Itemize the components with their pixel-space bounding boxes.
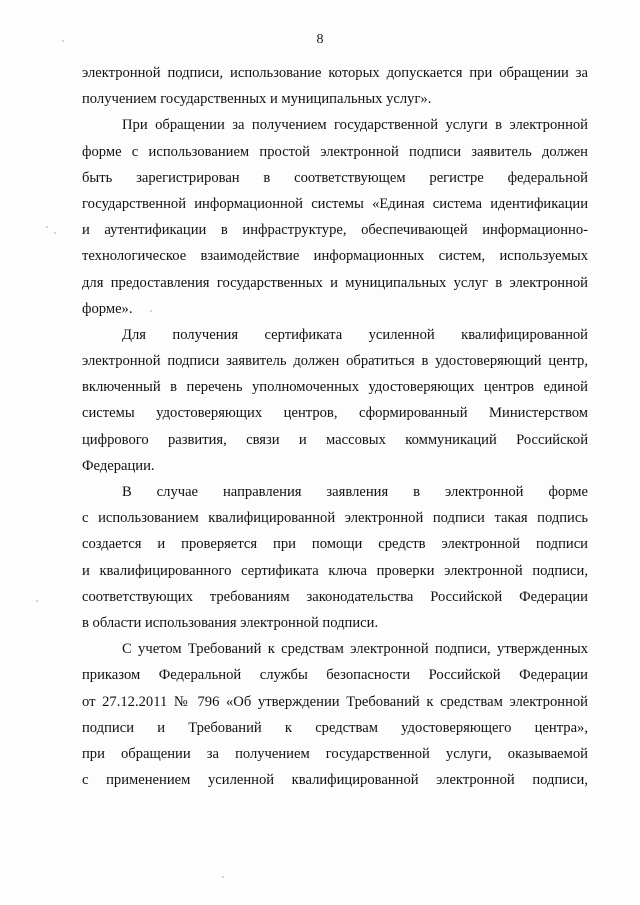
text-line: приказом Федеральной службы безопасности Российской Федерации [82, 667, 588, 684]
text-line: форме с использованием простой электронной подписи заявитель должен [82, 143, 588, 160]
text-line: цифрового развития, связи и массовых коммуникаций Российской [82, 431, 588, 448]
scan-speck [46, 226, 48, 228]
scan-speck [62, 40, 64, 42]
text-line: технологическое взаимодействие информационных систем, используемых [82, 248, 588, 265]
scan-speck [36, 600, 38, 602]
text-line: с применением усиленной квалифицированной электронной подписи, [82, 772, 588, 789]
text-line: для предоставления государственных и муниципальных услуг в электронной [82, 274, 588, 291]
text-line: Федерации. [82, 457, 155, 474]
text-line: электронной подписи, использование которых допускается при обращении за [82, 65, 588, 81]
text-line: быть зарегистрирован в соответствующем регистре федеральной [82, 169, 588, 186]
text-line: получением государственных и муниципальных услуг». [82, 91, 432, 108]
text-line: форме». [82, 300, 133, 317]
scan-speck [54, 232, 56, 234]
text-line: и аутентификации в инфраструктуре, обеспечивающей информационно- [82, 222, 588, 239]
text-line: В случае направления заявления в электронной форме [122, 484, 588, 500]
text-line: соответствующих требованиям законодательства Российской Федерации [82, 588, 588, 605]
scan-speck [150, 310, 152, 312]
text-line: государственной информационной системы «Единая система идентификации [82, 195, 588, 212]
text-line: подписи и Требований к средствам удостоверяющего центра», [82, 719, 588, 736]
body-text [82, 60, 588, 793]
text-line: С учетом Требований к средствам электронной подписи, утвержденных [122, 641, 588, 658]
text-line: включенный в перечень уполномоченных удостоверяющих центров единой [82, 379, 588, 396]
text-line: от 27.12.2011 № 796 «Об утверждении Требований к средствам электронной [82, 693, 588, 710]
text-line: электронной подписи заявитель должен обратиться в удостоверяющий центр, [82, 353, 588, 370]
scan-speck [222, 876, 224, 878]
text-line: создается и проверяется при помощи средств электронной подписи [82, 536, 588, 553]
text-line: с использованием квалифицированной электронной подписи такая подпись [82, 510, 588, 527]
text-line: и квалифицированного сертификата ключа проверки электронной подписи, [82, 562, 588, 579]
page-number: 8 [316, 32, 324, 47]
text-line: При обращении за получением государственной услуги в электронной [122, 117, 588, 134]
text-line: Для получения сертификата усиленной квалифицированной [122, 326, 588, 343]
text-line: при обращении за получением государственной услуги, оказываемой [82, 745, 588, 762]
text-line: в области использования электронной подписи. [82, 614, 379, 631]
text-line: системы удостоверяющих центров, сформированный Министерством [82, 405, 588, 422]
